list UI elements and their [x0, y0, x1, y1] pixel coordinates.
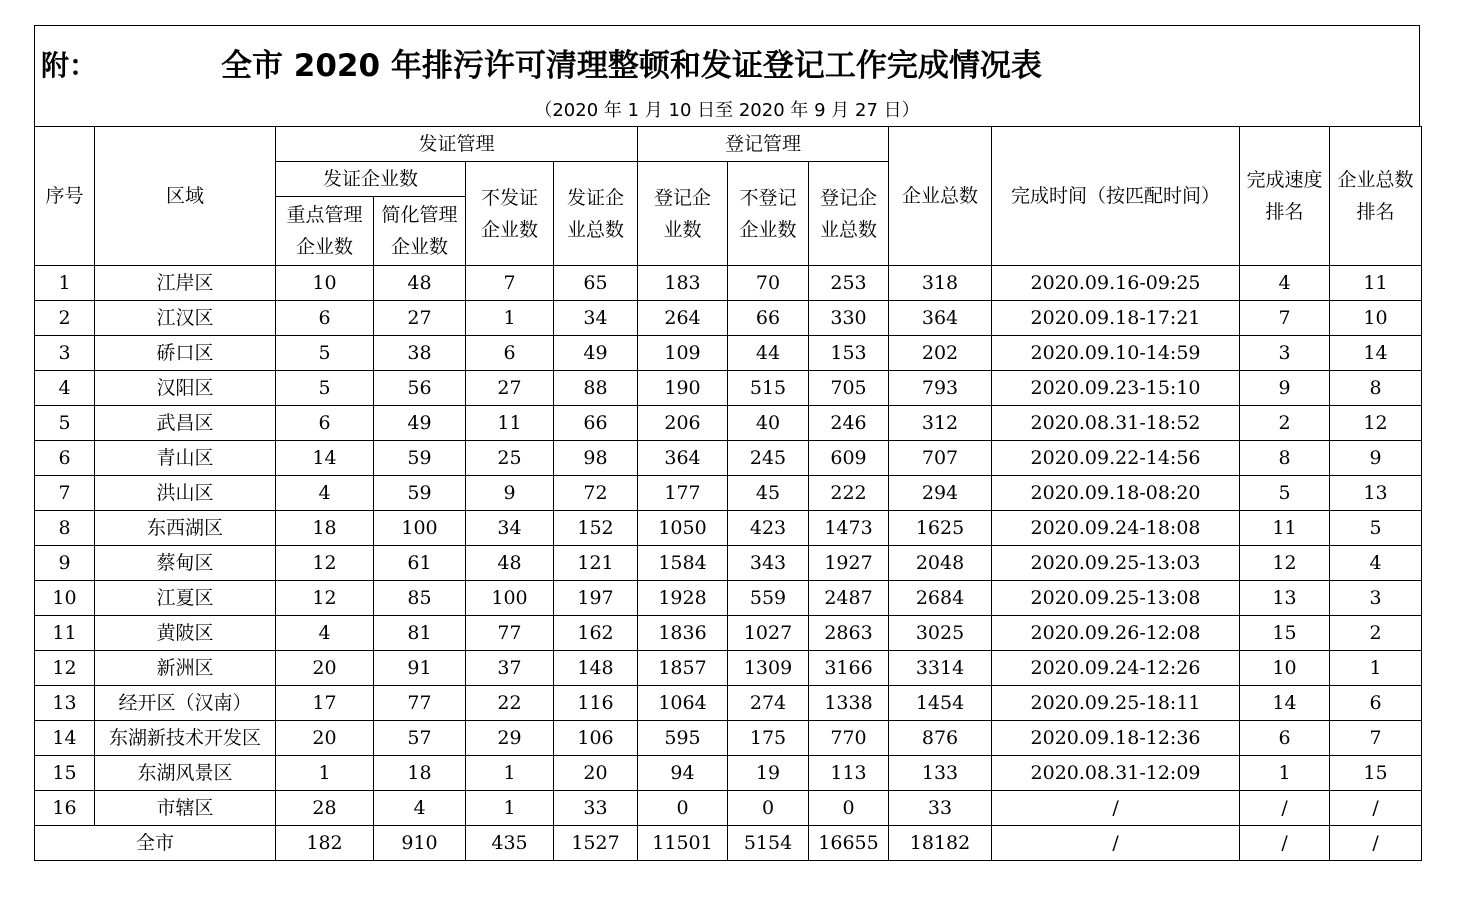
cell-speed-rank: 9: [1240, 371, 1330, 406]
cell-registered: 183: [638, 266, 728, 301]
total-cell-simple-mgmt: 910: [374, 826, 466, 861]
cell-registered-total: 609: [809, 441, 889, 476]
cell-done-time: 2020.09.16-09:25: [992, 266, 1240, 301]
count-rank-line2: 排名: [1356, 201, 1395, 223]
cell-not-registered: 44: [728, 336, 809, 371]
cell-key-mgmt: 14: [276, 441, 374, 476]
cell-not-registered: 559: [728, 581, 809, 616]
cell-not-registered: 423: [728, 511, 809, 546]
speed-rank-line2: 排名: [1265, 201, 1304, 223]
cell-registered: 1584: [638, 546, 728, 581]
cell-done-time: 2020.09.23-15:10: [992, 371, 1240, 406]
cell-issued-total: 98: [554, 441, 638, 476]
cell-key-mgmt: 4: [276, 616, 374, 651]
registered-line2: 业数: [663, 218, 702, 241]
cell-region: 市辖区: [95, 791, 276, 826]
cell-issued-total: 33: [554, 791, 638, 826]
cell-count-rank: 1: [1330, 651, 1422, 686]
total-cell-registered-total: 16655: [809, 826, 889, 861]
cell-registered-total: 0: [809, 791, 889, 826]
cell-speed-rank: 2: [1240, 406, 1330, 441]
cell-total: 318: [889, 266, 992, 301]
cell-key-mgmt: 5: [276, 371, 374, 406]
cell-registered-total: 705: [809, 371, 889, 406]
col-header-not-registered: [728, 162, 809, 266]
cell-done-time: 2020.08.31-18:52: [992, 406, 1240, 441]
cell-total: 202: [889, 336, 992, 371]
cell-not-issued: 29: [466, 721, 554, 756]
cell-count-rank: 10: [1330, 301, 1422, 336]
cell-seq: 9: [35, 546, 95, 581]
cell-key-mgmt: 12: [276, 581, 374, 616]
cell-speed-rank: 1: [1240, 756, 1330, 791]
cell-not-registered: 175: [728, 721, 809, 756]
cell-simple-mgmt: 18: [374, 756, 466, 791]
cell-issued-total: 116: [554, 686, 638, 721]
cell-issued-total: 152: [554, 511, 638, 546]
col-header-not-issued: [466, 162, 554, 266]
cell-total: 3025: [889, 616, 992, 651]
attachment-label: 附：: [41, 49, 98, 82]
cell-total: 1625: [889, 511, 992, 546]
cell-registered: 1050: [638, 511, 728, 546]
cell-not-issued: 27: [466, 371, 554, 406]
cell-simple-mgmt: 100: [374, 511, 466, 546]
col-header-region: 区域: [95, 127, 276, 266]
table-row: [35, 651, 1422, 686]
cell-not-issued: 34: [466, 511, 554, 546]
summary-table: [34, 126, 1422, 861]
cell-registered: 264: [638, 301, 728, 336]
cell-registered: 364: [638, 441, 728, 476]
cell-key-mgmt: 18: [276, 511, 374, 546]
cell-seq: 1: [35, 266, 95, 301]
table-body: [35, 266, 1422, 861]
cell-issued-total: 162: [554, 616, 638, 651]
col-header-total: 企业总数: [889, 127, 992, 266]
cell-registered-total: 2863: [809, 616, 889, 651]
cell-region: 江汉区: [95, 301, 276, 336]
cell-done-time: /: [992, 791, 1240, 826]
cell-total: 2048: [889, 546, 992, 581]
total-cell-speed-rank: /: [1240, 826, 1330, 861]
cell-simple-mgmt: 38: [374, 336, 466, 371]
cell-key-mgmt: 12: [276, 546, 374, 581]
cell-registered: 1836: [638, 616, 728, 651]
cell-not-registered: 1027: [728, 616, 809, 651]
table-row: [35, 476, 1422, 511]
issued-total-line2: 业总数: [567, 218, 625, 241]
cell-seq: 5: [35, 406, 95, 441]
cell-count-rank: 13: [1330, 476, 1422, 511]
cell-key-mgmt: 1: [276, 756, 374, 791]
cell-registered-total: 330: [809, 301, 889, 336]
not-issued-line1: 不发证: [480, 186, 538, 209]
cell-simple-mgmt: 81: [374, 616, 466, 651]
cell-registered: 1064: [638, 686, 728, 721]
col-header-register-mgmt: 登记管理: [638, 127, 889, 162]
table-row: [35, 616, 1422, 651]
cell-speed-rank: 5: [1240, 476, 1330, 511]
table-row: [35, 546, 1422, 581]
cell-not-registered: 70: [728, 266, 809, 301]
cell-simple-mgmt: 59: [374, 441, 466, 476]
count-rank-line1: 企业总数: [1337, 169, 1414, 191]
cell-done-time: 2020.09.22-14:56: [992, 441, 1240, 476]
table-row: [35, 266, 1422, 301]
cell-registered: 94: [638, 756, 728, 791]
table-row: [35, 371, 1422, 406]
cell-total: 294: [889, 476, 992, 511]
cell-issued-total: 66: [554, 406, 638, 441]
cell-done-time: 2020.09.24-18:08: [992, 511, 1240, 546]
cell-simple-mgmt: 85: [374, 581, 466, 616]
cell-issued-total: 49: [554, 336, 638, 371]
cell-speed-rank: 7: [1240, 301, 1330, 336]
cell-not-issued: 77: [466, 616, 554, 651]
cell-region: 洪山区: [95, 476, 276, 511]
cell-simple-mgmt: 61: [374, 546, 466, 581]
cell-not-issued: 7: [466, 266, 554, 301]
cell-simple-mgmt: 91: [374, 651, 466, 686]
cell-registered: 177: [638, 476, 728, 511]
cell-region: 东湖新技术开发区: [95, 721, 276, 756]
cell-not-issued: 1: [466, 791, 554, 826]
col-header-issue-mgmt: 发证管理: [276, 127, 638, 162]
cell-simple-mgmt: 77: [374, 686, 466, 721]
cell-region: 东湖风景区: [95, 756, 276, 791]
cell-total: 312: [889, 406, 992, 441]
cell-seq: 6: [35, 441, 95, 476]
cell-speed-rank: 4: [1240, 266, 1330, 301]
cell-not-issued: 48: [466, 546, 554, 581]
cell-key-mgmt: 20: [276, 651, 374, 686]
cell-seq: 10: [35, 581, 95, 616]
cell-count-rank: 3: [1330, 581, 1422, 616]
cell-not-issued: 25: [466, 441, 554, 476]
cell-region: 汉阳区: [95, 371, 276, 406]
cell-done-time: 2020.09.18-08:20: [992, 476, 1240, 511]
cell-simple-mgmt: 49: [374, 406, 466, 441]
cell-seq: 7: [35, 476, 95, 511]
cell-not-registered: 19: [728, 756, 809, 791]
total-row: [35, 826, 1422, 861]
cell-total: 3314: [889, 651, 992, 686]
col-header-speed-rank: [1240, 127, 1330, 266]
cell-not-registered: 66: [728, 301, 809, 336]
cell-region: 新洲区: [95, 651, 276, 686]
cell-speed-rank: 15: [1240, 616, 1330, 651]
cell-region: 经开区（汉南）: [95, 686, 276, 721]
cell-not-registered: 40: [728, 406, 809, 441]
cell-issued-total: 65: [554, 266, 638, 301]
cell-registered: 0: [638, 791, 728, 826]
cell-registered-total: 1473: [809, 511, 889, 546]
col-header-issued-total: [554, 162, 638, 266]
cell-count-rank: /: [1330, 791, 1422, 826]
cell-key-mgmt: 5: [276, 336, 374, 371]
col-header-simple-mgmt: [374, 197, 466, 266]
total-cell-not-issued: 435: [466, 826, 554, 861]
total-cell-total: 18182: [889, 826, 992, 861]
cell-registered-total: 770: [809, 721, 889, 756]
cell-not-registered: 515: [728, 371, 809, 406]
cell-issued-total: 121: [554, 546, 638, 581]
cell-issued-total: 88: [554, 371, 638, 406]
cell-speed-rank: /: [1240, 791, 1330, 826]
cell-done-time: 2020.09.25-13:08: [992, 581, 1240, 616]
cell-registered: 109: [638, 336, 728, 371]
cell-issued-total: 148: [554, 651, 638, 686]
cell-not-issued: 11: [466, 406, 554, 441]
cell-done-time: 2020.09.25-13:03: [992, 546, 1240, 581]
cell-region: 蔡甸区: [95, 546, 276, 581]
cell-speed-rank: 12: [1240, 546, 1330, 581]
table-row: [35, 686, 1422, 721]
cell-speed-rank: 10: [1240, 651, 1330, 686]
cell-not-issued: 9: [466, 476, 554, 511]
table-row: [35, 791, 1422, 826]
cell-done-time: 2020.09.18-12:36: [992, 721, 1240, 756]
cell-seq: 4: [35, 371, 95, 406]
cell-key-mgmt: 6: [276, 301, 374, 336]
cell-not-issued: 1: [466, 301, 554, 336]
cell-registered-total: 113: [809, 756, 889, 791]
cell-done-time: 2020.09.10-14:59: [992, 336, 1240, 371]
col-header-count-rank: [1330, 127, 1422, 266]
total-cell-count-rank: /: [1330, 826, 1422, 861]
cell-region: 黄陂区: [95, 616, 276, 651]
cell-not-registered: 245: [728, 441, 809, 476]
cell-registered-total: 1338: [809, 686, 889, 721]
cell-count-rank: 12: [1330, 406, 1422, 441]
not-registered-line1: 不登记: [739, 186, 797, 209]
table-row: [35, 406, 1422, 441]
simple-mgmt-line1: 简化管理: [381, 204, 458, 226]
cell-done-time: 2020.09.24-12:26: [992, 651, 1240, 686]
cell-not-issued: 1: [466, 756, 554, 791]
cell-not-registered: 1309: [728, 651, 809, 686]
col-header-registered-total: [809, 162, 889, 266]
registered-total-line1: 登记企: [820, 186, 878, 209]
cell-region: 武昌区: [95, 406, 276, 441]
key-mgmt-line1: 重点管理: [286, 204, 363, 226]
cell-region: 硚口区: [95, 336, 276, 371]
cell-count-rank: 7: [1330, 721, 1422, 756]
simple-mgmt-line2: 企业数: [390, 236, 448, 258]
cell-total: 364: [889, 301, 992, 336]
cell-registered-total: 253: [809, 266, 889, 301]
table-row: [35, 441, 1422, 476]
cell-count-rank: 4: [1330, 546, 1422, 581]
cell-registered: 1928: [638, 581, 728, 616]
cell-seq: 12: [35, 651, 95, 686]
cell-seq: 8: [35, 511, 95, 546]
total-cell-done-time: /: [992, 826, 1240, 861]
cell-issued-total: 197: [554, 581, 638, 616]
cell-total: 33: [889, 791, 992, 826]
cell-seq: 2: [35, 301, 95, 336]
col-header-done-time: 完成时间（按匹配时间）: [992, 127, 1240, 266]
cell-registered: 595: [638, 721, 728, 756]
cell-speed-rank: 6: [1240, 721, 1330, 756]
total-cell-total-label: 全市: [35, 826, 276, 861]
cell-not-issued: 37: [466, 651, 554, 686]
cell-done-time: 2020.09.26-12:08: [992, 616, 1240, 651]
report-title: 全市 2020 年排污许可清理整顿和发证登记工作完成情况表: [221, 48, 1042, 84]
cell-registered: 206: [638, 406, 728, 441]
report-date-range: （2020 年 1 月 10 日至 2020 年 9 月 27 日）: [534, 100, 920, 121]
cell-region: 青山区: [95, 441, 276, 476]
total-cell-not-registered: 5154: [728, 826, 809, 861]
cell-registered: 1857: [638, 651, 728, 686]
cell-key-mgmt: 20: [276, 721, 374, 756]
cell-region: 江岸区: [95, 266, 276, 301]
cell-seq: 14: [35, 721, 95, 756]
cell-issued-total: 72: [554, 476, 638, 511]
cell-count-rank: 9: [1330, 441, 1422, 476]
cell-key-mgmt: 6: [276, 406, 374, 441]
cell-registered-total: 3166: [809, 651, 889, 686]
cell-registered-total: 1927: [809, 546, 889, 581]
cell-total: 707: [889, 441, 992, 476]
cell-not-issued: 22: [466, 686, 554, 721]
cell-simple-mgmt: 48: [374, 266, 466, 301]
cell-done-time: 2020.08.31-12:09: [992, 756, 1240, 791]
total-cell-key-mgmt: 182: [276, 826, 374, 861]
cell-not-registered: 0: [728, 791, 809, 826]
cell-speed-rank: 14: [1240, 686, 1330, 721]
not-registered-line2: 企业数: [739, 218, 797, 241]
key-mgmt-line2: 企业数: [295, 236, 353, 258]
col-header-registered: [638, 162, 728, 266]
cell-not-issued: 6: [466, 336, 554, 371]
cell-count-rank: 6: [1330, 686, 1422, 721]
cell-key-mgmt: 10: [276, 266, 374, 301]
cell-count-rank: 2: [1330, 616, 1422, 651]
cell-total: 2684: [889, 581, 992, 616]
cell-count-rank: 14: [1330, 336, 1422, 371]
cell-registered-total: 222: [809, 476, 889, 511]
title-block: [34, 25, 1420, 126]
cell-simple-mgmt: 59: [374, 476, 466, 511]
cell-region: 东西湖区: [95, 511, 276, 546]
cell-key-mgmt: 4: [276, 476, 374, 511]
table-row: [35, 511, 1422, 546]
cell-count-rank: 5: [1330, 511, 1422, 546]
table-row: [35, 581, 1422, 616]
cell-registered: 190: [638, 371, 728, 406]
cell-registered-total: 153: [809, 336, 889, 371]
col-header-key-mgmt: [276, 197, 374, 266]
table-row: [35, 721, 1422, 756]
cell-count-rank: 11: [1330, 266, 1422, 301]
report-sheet: [34, 25, 1420, 861]
cell-seq: 16: [35, 791, 95, 826]
cell-issued-total: 34: [554, 301, 638, 336]
registered-line1: 登记企: [654, 186, 712, 209]
cell-speed-rank: 11: [1240, 511, 1330, 546]
cell-total: 876: [889, 721, 992, 756]
cell-total: 133: [889, 756, 992, 791]
cell-done-time: 2020.09.25-18:11: [992, 686, 1240, 721]
cell-issued-total: 20: [554, 756, 638, 791]
cell-simple-mgmt: 56: [374, 371, 466, 406]
total-cell-registered: 11501: [638, 826, 728, 861]
cell-not-registered: 274: [728, 686, 809, 721]
not-issued-line2: 企业数: [480, 218, 538, 241]
cell-region: 江夏区: [95, 581, 276, 616]
cell-simple-mgmt: 27: [374, 301, 466, 336]
cell-speed-rank: 3: [1240, 336, 1330, 371]
issued-total-line1: 发证企: [567, 186, 625, 209]
col-header-seq: 序号: [35, 127, 95, 266]
cell-not-registered: 45: [728, 476, 809, 511]
cell-speed-rank: 8: [1240, 441, 1330, 476]
cell-key-mgmt: 28: [276, 791, 374, 826]
cell-simple-mgmt: 57: [374, 721, 466, 756]
table-row: [35, 301, 1422, 336]
cell-seq: 15: [35, 756, 95, 791]
table-row: [35, 336, 1422, 371]
cell-issued-total: 106: [554, 721, 638, 756]
cell-speed-rank: 13: [1240, 581, 1330, 616]
table-row: [35, 756, 1422, 791]
cell-total: 793: [889, 371, 992, 406]
cell-count-rank: 15: [1330, 756, 1422, 791]
registered-total-line2: 业总数: [820, 218, 878, 241]
total-cell-issued-total: 1527: [554, 826, 638, 861]
col-header-issued-count: 发证企业数: [276, 162, 466, 197]
cell-simple-mgmt: 4: [374, 791, 466, 826]
speed-rank-line1: 完成速度: [1246, 169, 1323, 191]
cell-key-mgmt: 17: [276, 686, 374, 721]
cell-not-issued: 100: [466, 581, 554, 616]
cell-seq: 13: [35, 686, 95, 721]
cell-registered-total: 2487: [809, 581, 889, 616]
cell-not-registered: 343: [728, 546, 809, 581]
cell-registered-total: 246: [809, 406, 889, 441]
cell-seq: 11: [35, 616, 95, 651]
cell-count-rank: 8: [1330, 371, 1422, 406]
cell-total: 1454: [889, 686, 992, 721]
cell-done-time: 2020.09.18-17:21: [992, 301, 1240, 336]
cell-seq: 3: [35, 336, 95, 371]
